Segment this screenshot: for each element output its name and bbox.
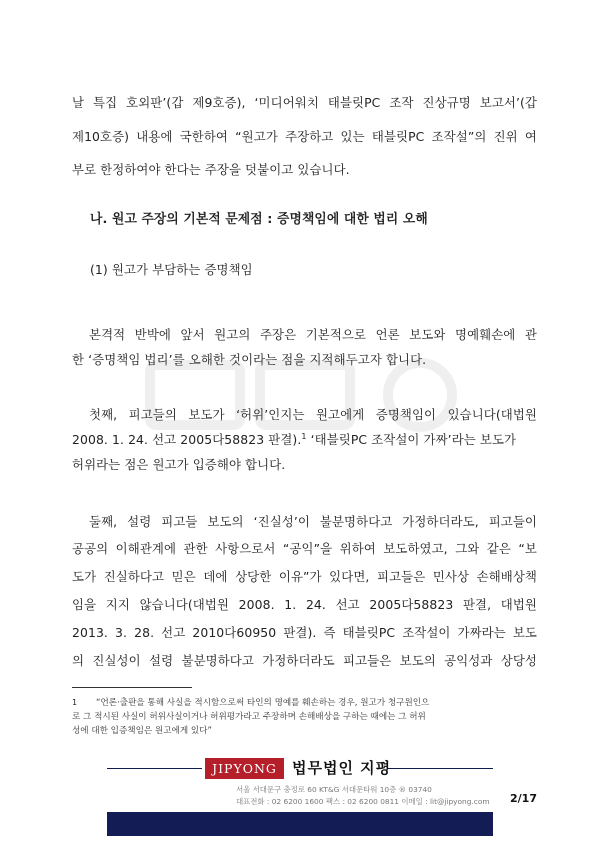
footer-bar — [107, 812, 493, 836]
body-line: 첫째, 피고들의 보도가 ‘허위’인지는 원고에게 증명책임이 있습니다(대법원 — [89, 407, 537, 422]
body-line: 둘째, 설령 피고들 보도의 ‘진실성’이 불분명하다고 가정하더라도, 피고들이 — [89, 514, 537, 529]
body-line: 본격적 반박에 앞서 원고의 주장은 기본적으로 언론 보도와 명예훼손에 관 — [89, 327, 537, 342]
footnote-text: “언론·출판을 통해 사실을 적시함으로써 타인의 명예를 훼손하는 경우, 원고가 청구원인으 — [96, 698, 430, 708]
firm-contact: 대표전화 : 02 6200 1600 팩스 : 02 6200 0811 이메일 : lit@jipyong.com — [236, 797, 490, 806]
firm-address: 서울 서대문구 충정로 60 KT&G 서대문타워 10층 ® 03740 — [236, 785, 432, 794]
body-line: 제10호증) 내용에 국한하여 “원고가 주장하고 있는 태블릿PC 조작설”의 진위 여 — [72, 129, 537, 144]
body-line: 허위라는 점은 원고가 입증해야 합니다. — [72, 457, 286, 472]
body-line: 부로 한정하여야 한다는 주장을 덧붙이고 있습니다. — [72, 162, 350, 177]
footnote-ref[interactable]: 1 — [301, 431, 307, 441]
body-line — [72, 432, 537, 448]
footnote-text: 로 그 적시된 사실이 허위사실이거나 허위평가라고 주장하며 손해배상을 구하는 때에는 그 허위 — [72, 712, 426, 722]
body-line: 한 ‘증명책임 법리’를 오해한 것이라는 점을 지적해두고자 합니다. — [72, 352, 427, 367]
footer-rule-right — [388, 768, 493, 769]
body-line: 도가 진실하다고 믿은 데에 상당한 이유”가 있다면, 피고들은 민사상 손해배상책 — [72, 569, 537, 584]
page-number: 2/17 — [510, 792, 537, 805]
body-line: 임을 지지 않습니다(대법원 2008. 1. 24. 선고 2005다58823 판결, 대법원 — [72, 597, 537, 612]
body-line: 2013. 3. 28. 선고 2010다60950 판결). 즉 태블릿PC 조작설이 가짜라는 보도 — [72, 625, 537, 640]
subsection-heading: (1) 원고가 부담하는 증명책임 — [90, 262, 253, 277]
body-line: 공공의 이해관계에 관한 사항으로서 “공익”을 위하여 보도하였고, 그와 같은 “보 — [72, 541, 537, 556]
body-line: 날 특집 호외판’(갑 제9호증), ‘미디어워치 태블릿PC 조작 진상규명 보고서’(갑 — [72, 95, 537, 110]
footer-rule-left — [107, 768, 202, 769]
firm-name: 법무법인 지평 — [292, 759, 392, 777]
footnote-text: 성에 대한 입증책임은 원고에게 있다” — [72, 726, 212, 736]
citation-text: 2008. 1. 24. 선고 2005다58823 판결). — [72, 432, 302, 447]
body-text: ‘태블릿PC 조작설이 가짜’라는 보도가 — [306, 432, 517, 447]
footnote-number: 1 — [72, 698, 78, 707]
body-line: 의 진실성이 설령 불분명하다고 가정하더라도 피고들은 보도의 공익성과 상당성 — [72, 653, 537, 668]
firm-logo: JIPYONG — [205, 758, 284, 779]
footnote-divider — [72, 687, 192, 688]
section-heading: 나. 원고 주장의 기본적 문제점 : 증명책임에 대한 법리 오해 — [90, 212, 428, 227]
